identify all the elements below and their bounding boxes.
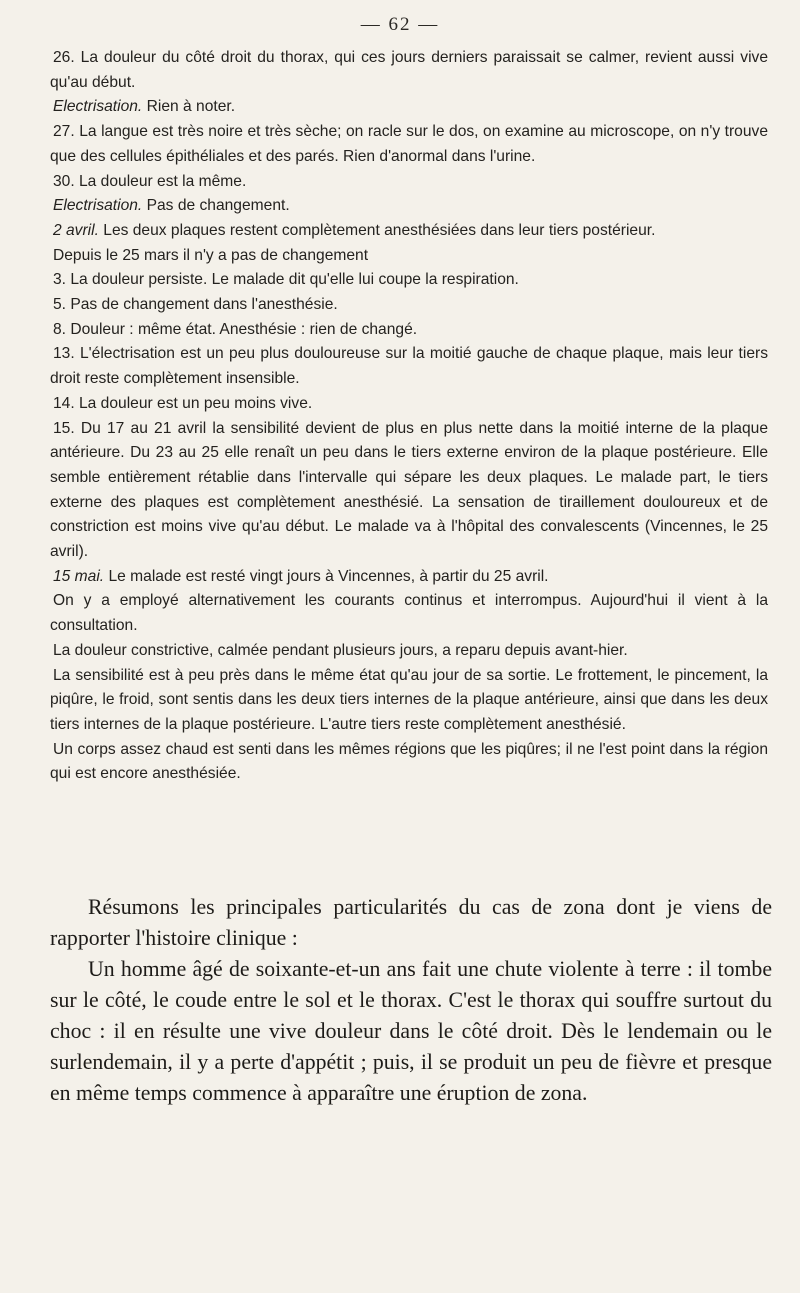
note-paragraph: Un corps assez chaud est senti dans les mêmes régions que les piqûres; il ne l'est point dans la région qui est encore anesthésiée. (50, 740, 768, 783)
summary-intro: Résumons les principales particularités du cas de zona dont je viens de rapporter l'histoire clinique : (50, 895, 772, 950)
page-number: — 62 — (360, 14, 440, 35)
note-paragraph: 14. La douleur est un peu moins vive. (53, 394, 313, 412)
note-paragraph: La douleur constrictive, calmée pendant plusieurs jours, a reparu depuis avant-hier. (53, 641, 628, 659)
note-paragraph: 8. Douleur : même état. Anesthésie : rien de changé. (53, 320, 418, 338)
note-paragraph: 2 avril. Les deux plaques restent complètement anesthésiées dans leur tiers postérieur. (53, 221, 656, 239)
note-paragraph: On y a employé alternativement les courants continus et interrompus. Aujourd'hui il vient à la consultation. (50, 592, 768, 635)
summary-body: Un homme âgé de soixante-et-un ans fait une chute violente à terre : il tombe sur le côté, le coude entre le sol et le thorax. C'est le thorax qui souffre surtout du choc : il en résulte une vive douleur dans le côté droit. Dès le lendemain ou le surlendemain, il y a perte d'appétit ; puis, il se produit un peu de fièvre et presque en même temps commence à apparaître une éruption de zona. (50, 957, 772, 1105)
note-paragraph: Electrisation. Rien à noter. (53, 98, 236, 116)
note-paragraph: 5. Pas de changement dans l'anesthésie. (53, 296, 338, 314)
case-summary (50, 892, 772, 1109)
note-paragraph: 26. La douleur du côté droit du thorax, qui ces jours derniers paraissait se calmer, revient aussi vive qu'au début. (50, 49, 768, 91)
note-paragraph: 15. Du 17 au 21 avril la sensibilité devient de plus en plus nette dans la moitié interne de la plaque antérieure. Du 23 au 25 elle renaît un peu dans le tiers externe environ de la plaque postérieure. Elle semble entièrement rétablie dans l'intervalle qui sépare les deux plaques. Le malade part, le tiers externe des plaques est complètement anesthésié. La sensation de tiraillement douloureux et de constriction est moins vive qu'au début. Le malade va à l'hôpital des convalescents (Vincennes, le 25 avril). (50, 419, 768, 561)
note-paragraph: Electrisation. Pas de changement. (53, 197, 290, 215)
note-paragraph: 13. L'électrisation est un peu plus douloureuse sur la moitié gauche de chaque plaque, mais leur tiers droit reste complètement insensible. (50, 345, 768, 388)
note-paragraph: 15 mai. Le malade est resté vingt jours à Vincennes, à partir du 25 avril. (53, 567, 549, 585)
note-paragraph: 27. La langue est très noire et très sèche; on racle sur le dos, on examine au microscope, on n'y trouve que des cellules épithéliales et des parés. Rien d'anormal dans l'urine. (50, 123, 768, 165)
note-paragraph: Depuis le 25 mars il n'y a pas de changement (53, 246, 369, 264)
note-paragraph: La sensibilité est à peu près dans le même état qu'au jour de sa sortie. Le frottement, le pincement, la piqûre, le froid, sont sentis dans les deux tiers internes de la plaque antérieure, ainsi que dans les deux tiers internes de la plaque postérieure. L'autre tiers reste complètement anesthésié. (50, 666, 768, 733)
note-paragraph: 3. La douleur persiste. Le malade dit qu'elle lui coupe la respiration. (53, 271, 519, 289)
note-paragraph: 30. La douleur est la même. (53, 172, 247, 190)
clinical-notes (50, 46, 768, 787)
